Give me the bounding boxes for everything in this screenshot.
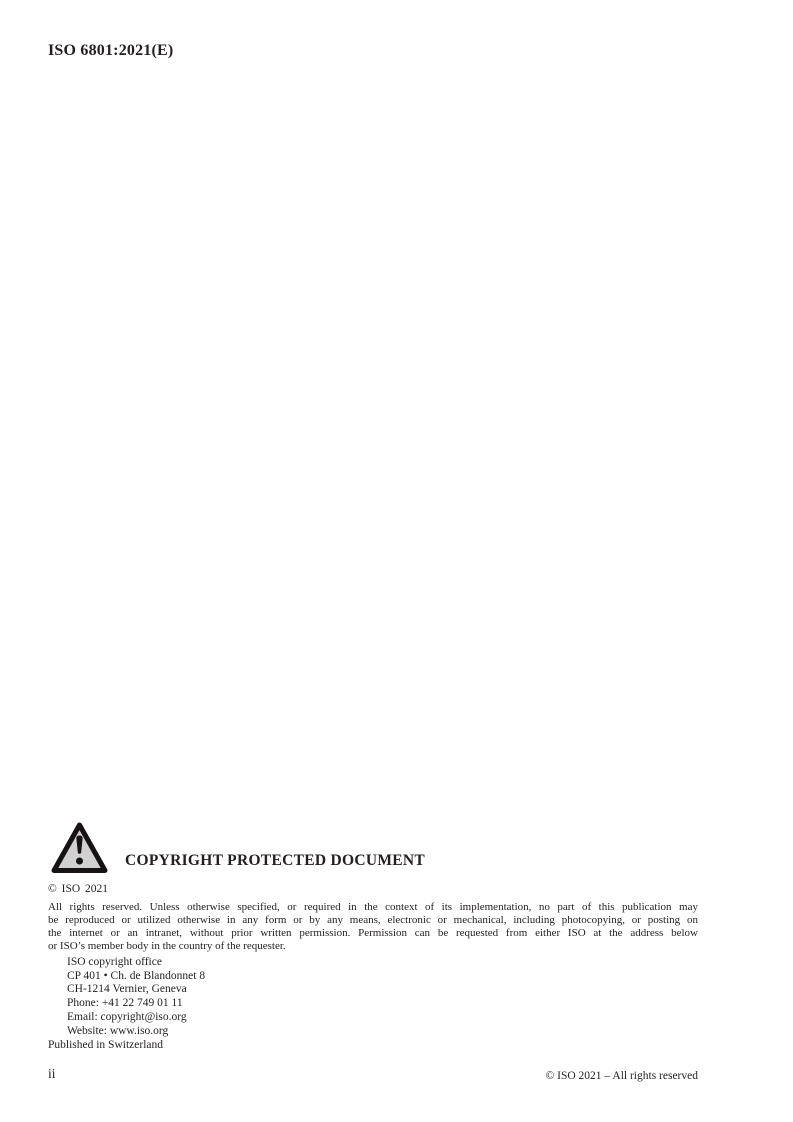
notice-line: be reproduced or utilized otherwise in any form or by any means, electronic or mechanical, including photocopying, or posting on (48, 913, 698, 926)
address-line-street: CP 401 • Ch. de Blandonnet 8 (67, 969, 206, 982)
iso-address-block (67, 956, 205, 1038)
footer-copyright-notice: © ISO 2021 – All rights reserved (545, 1070, 698, 1082)
notice-line: the internet or an intranet, without prior written permission. Permission can be requested from either ISO at the address below (48, 926, 698, 939)
warning-triangle-icon (51, 821, 108, 874)
notice-line: All rights reserved. Unless otherwise specified, or required in the context of its implementation, no part of this publication may (48, 901, 698, 913)
copyright-protected-title: COPYRIGHT PROTECTED DOCUMENT (125, 852, 426, 869)
copyright-banner (51, 821, 701, 874)
footer-page-number: ii (48, 1066, 56, 1081)
exclamation-dot (76, 858, 83, 865)
address-line-city: CH-1214 Vernier, Geneva (67, 983, 187, 996)
address-line-phone: Phone: +41 22 749 01 11 (67, 997, 183, 1010)
address-line-email: Email: copyright@iso.org (67, 1010, 187, 1023)
published-in-line: Published in Switzerland (48, 1039, 163, 1051)
document-reference-header: ISO 6801:2021(E) (48, 42, 174, 59)
copyright-year-line: © ISO 2021 (48, 883, 109, 895)
notice-line: or ISO’s member body in the country of the requester. (48, 939, 286, 952)
address-line-office: ISO copyright office (67, 956, 162, 968)
copyright-notice-paragraph (48, 901, 698, 953)
address-line-website: Website: www.iso.org (67, 1024, 169, 1037)
